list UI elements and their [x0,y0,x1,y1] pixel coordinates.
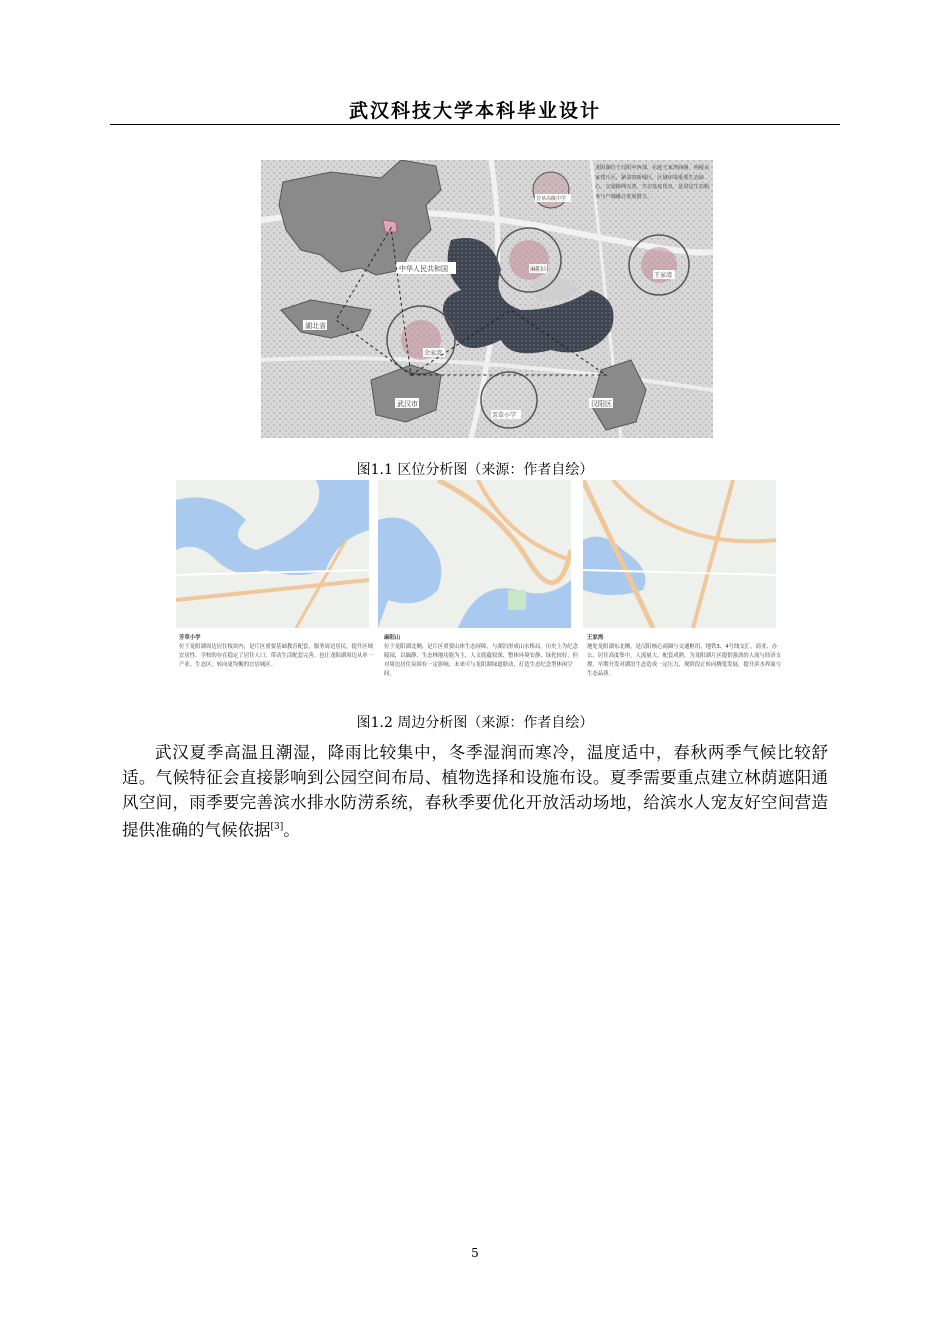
surroundings-desc-text: 位于龙阳湖周边居住板块内，是片区重要基础教育配套，服务周边居民，提升区域宜居性。学校的存在稳定了居住人口，带动生活配套完善。也让龙阳湖周边从单一产业、生态区，转向更均衡的宜居城区。 [179,644,374,668]
map-label-mountain: 麻阳山 [530,266,549,273]
map-label-city: 武汉市 [397,400,418,408]
paragraph-ending: 。 [283,820,300,840]
surroundings-desc-text: 地处龙阳湖东北侧，是汉阳核心商圈与交通枢纽，地铁3、4号线交汇，商业、办公、居住高度集中，人流量大，配套成熟，为龙阳湖片区提供强劲的人流与经济支撑，早期开发对湖泊生态造成一定压力，现阶段正转向腾笼发展，提升滨水界面与生态品质。 [587,644,782,677]
figure1-caption: 图1.1 区位分析图（来源：作者自绘） [356,462,594,478]
surroundings-desc-text: 位于龙阳湖北侧，是片区重要山体生态屏障，与湖泊形成山水格局。历史上为纪念陵园，以缅静、生态林地功能为主，人文底蕴较深，整体环境安静、绿化较好，但对周边居住氛围有一定影响，未来可与龙阳湖绿道联动，打造生态纪念型休闲空间。 [384,644,579,677]
surroundings-map-3 [583,480,776,628]
map-label-province: 湖北省 [305,322,326,330]
page-number: 5 [471,1246,479,1260]
citation-marker[interactable]: [3] [270,822,284,832]
body-paragraph [122,740,828,843]
header-rule [110,124,840,125]
map-label-wangjiawan: 王家湾 [654,272,673,279]
surroundings-desc-title: 芳草小学 [179,635,201,641]
surroundings-desc-1 [179,634,375,670]
map-label-district: 汉阳区 [591,400,612,408]
map-label-fangcao: 芳草小学 [492,412,517,419]
surroundings-map-2 [378,480,571,628]
surroundings-desc-title: 王家湾 [587,635,604,641]
map-label-small: 芳草高级中学 [536,196,567,202]
surroundings-desc-title: 麻阳山 [384,635,401,641]
body-text [122,740,828,843]
figure2-caption: 图1.2 周边分析图（来源：作者自绘） [356,715,594,731]
page-header-title: 武汉科技大学本科毕业设计 [348,100,601,122]
location-analysis-figure [261,160,713,438]
surroundings-desc-3 [587,634,783,679]
map-label-yujiawan: 余家湾 [424,350,443,357]
map-annotation: 龙阳湖位于汉阳中西部，东连王家湾商圈，西接余家湾片区，紧邻四新城区。区域环境重要生态绿心，交通路网完善，生态基底优良，是周边生态服务与产城融合发展潜力。 [595,165,710,200]
surroundings-map-1 [176,480,369,628]
map-label-country: 中华人民共和国 [399,265,448,273]
surroundings-desc-2 [384,634,580,679]
paragraph-text: 武汉夏季高温且潮湿，降雨比较集中，冬季湿润而寒冷，温度适中，春秋两季气候比较舒适。气候特征会直接影响到公园空间布局、植物选择和设施布设。夏季需要重点建立林荫遮阳通风空间，雨季要完善滨水排水防涝系统，春秋季要优化开放活动场地，给滨水人宠友好空间营造提供准确的气候依据 [122,743,828,840]
